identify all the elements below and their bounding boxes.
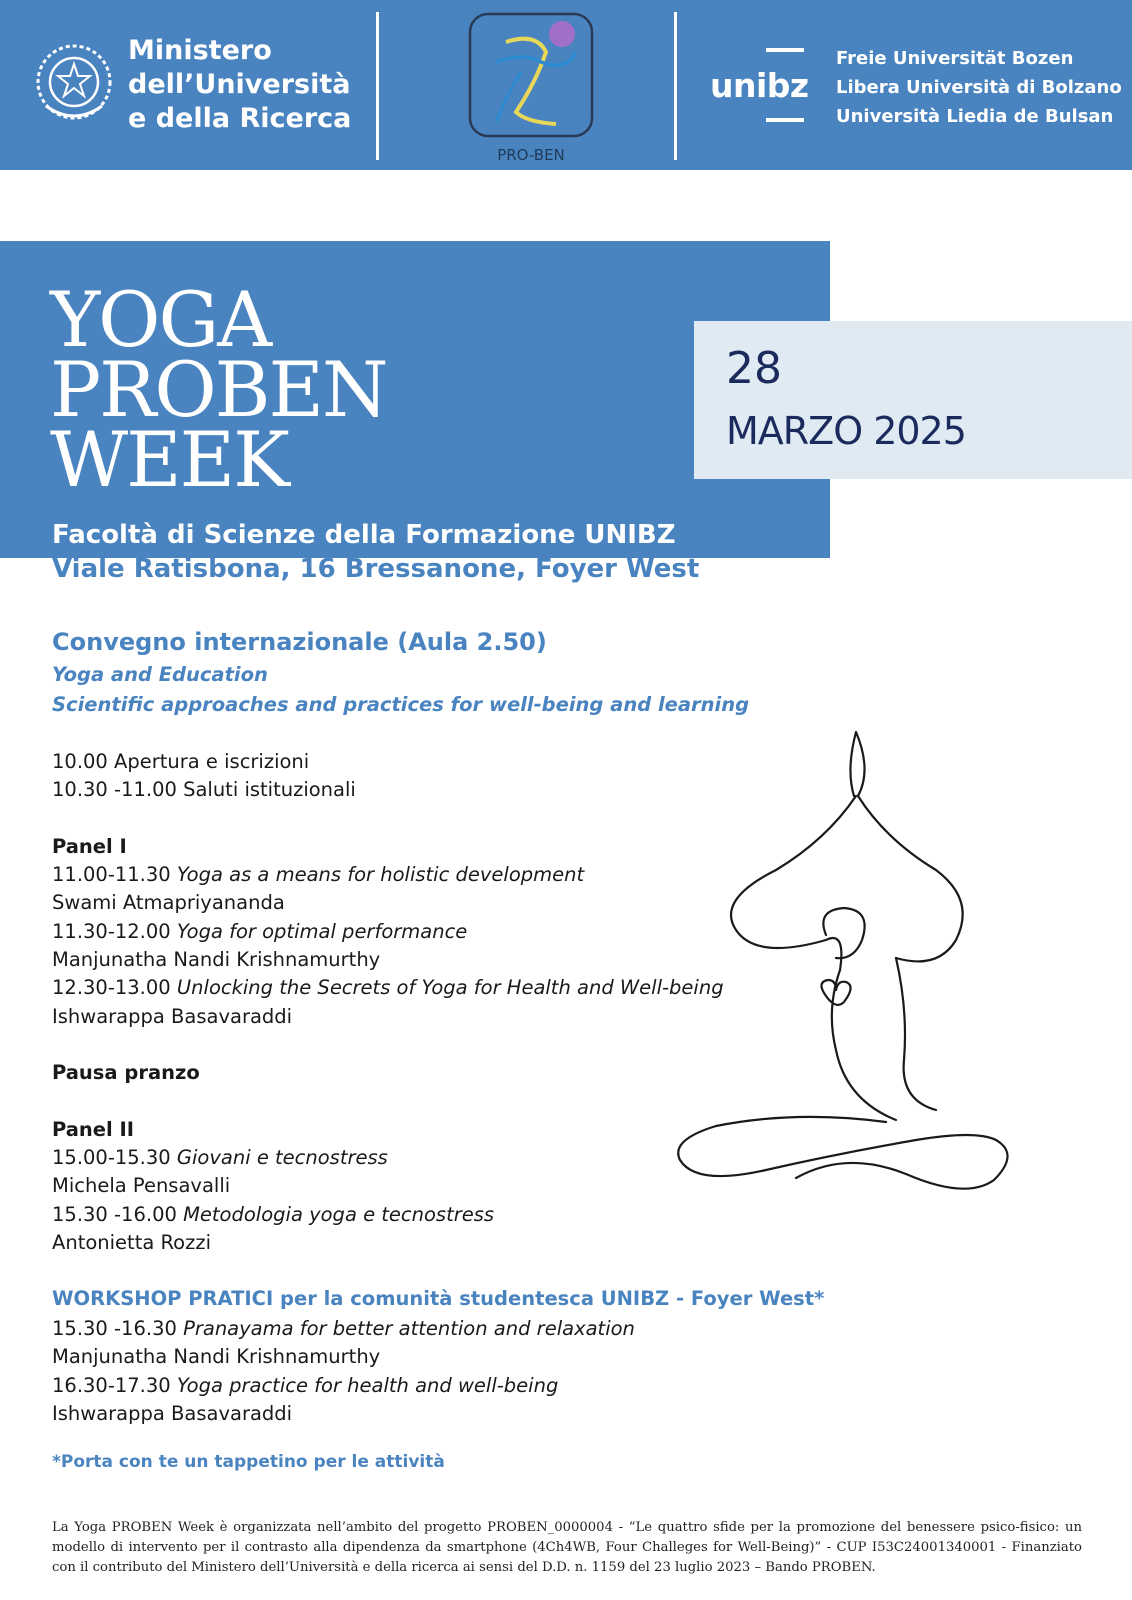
opening-item: 10.00 Apertura e iscrizioni [52,750,310,773]
workshops-list [52,1315,635,1428]
venue-address: Viale Ratisbona, 16 Bressanone, Foyer West [52,554,700,584]
ministero-line-3: e della Ricerca [128,103,352,134]
event-title-line-3: WEEK [50,415,288,504]
spacer [52,1088,772,1116]
talk-time: 11.00-11.30 [52,863,171,887]
talk-title: Metodologia yoga e tecnostress [183,1202,495,1226]
yoga-figure-illustration [676,730,1020,1218]
talk-speaker: Antonietta Rozzi [52,1231,211,1255]
talk-speaker: Ishwarappa Basavaraddi [52,1004,293,1028]
ministero-name [128,34,351,136]
university-name-it: Libera Università di Bolzano [836,77,1122,98]
ministero-line-2: dell’Università [128,69,351,100]
talk-line [52,1201,772,1229]
talk-title: Yoga as a means for holistic development [176,863,585,887]
talk-speaker: Michela Pensavalli [52,1174,231,1198]
workshop-title: Pranayama for better attention and relaxation [183,1317,635,1340]
event-date-month: MARZO 2025 [726,409,966,453]
talk-time: 15.00-15.30 [52,1146,171,1170]
header-divider-right [674,12,677,160]
italian-emblem-icon [32,36,116,128]
talk-title: Giovani e tecnostress [176,1146,388,1170]
panel-1-title: Panel I [52,834,127,858]
talk-line [52,918,772,946]
workshops-title: WORKSHOP PRATICI per la comunità studentesca UNIBZ - Foyer West* [52,1287,825,1310]
talk-title: Unlocking the Secrets of Yoga for Health and Well-being [176,976,724,1000]
workshop-speaker: Ishwarappa Basavaraddi [52,1401,293,1425]
spacer [52,805,772,833]
talk-time: 11.30-12.00 [52,919,171,943]
event-title-line-1: YOGA [50,275,271,364]
ministero-line-1: Ministero [128,35,272,66]
header-divider-left [376,12,379,160]
workshop-line [52,1315,635,1343]
university-names [836,44,1122,131]
panel-2-title: Panel II [52,1117,135,1141]
lunch-break: Pausa pranzo [52,1061,200,1085]
event-date-day: 28 [726,343,782,394]
funding-footnote: La Yoga PROBEN Week è organizzata nell’ambito del progetto PROBEN_0000004 - “Le quattro sfide per la promozione del benessere psico-fisico: un modello di intervento per il contrasto alla dipendenza da smartphone (4Ch4WB, Four Challeges for Well-Being)” - CUP I53C24001340001 - Finanziato con il contributo del Ministero dell’Università e della ricerca ai sensi del D.D. n. 1159 del 23 luglio 2023 – Bando PROBEN. [52,1520,1082,1575]
workshop-time: 15.30 -16.30 [52,1317,177,1340]
workshop-speaker: Manjunatha Nandi Krishnamurthy [52,1345,381,1369]
talk-time: 12.30-13.00 [52,976,171,1000]
programme [52,748,772,1257]
talk-speaker: Manjunatha Nandi Krishnamurthy [52,948,381,972]
unibz-wordmark: unibz [710,66,809,105]
date-box [694,321,1132,479]
mat-note: *Porta con te un tappetino per le attività [52,1452,445,1472]
workshop-time: 16.30-17.30 [52,1373,171,1397]
university-name-de: Freie Universität Bozen [836,48,1074,69]
workshop-line [52,1372,635,1400]
opening-item: 10.30 -11.00 Saluti istituzionali [52,778,356,802]
university-name-lld: Università Liedia de Bulsan [836,106,1114,127]
workshop-title: Yoga practice for health and well-being [176,1373,559,1397]
conference-subtitle-2: Scientific approaches and practices for well-being and learning [52,693,750,716]
spacer [52,1031,772,1059]
talk-line [52,974,772,1002]
talk-speaker: Swami Atmapriyananda [52,891,285,915]
proben-label: PRO-BEN [497,146,565,164]
conference-subtitle-1: Yoga and Education [52,663,268,686]
talk-line [52,861,772,889]
talk-line [52,1144,772,1172]
talk-title: Yoga for optimal performance [176,919,468,943]
event-title-line-2: PROBEN [50,345,387,434]
venue-faculty: Facoltà di Scienze della Formazione UNIBZ [52,520,676,550]
conference-title: Convegno internazionale (Aula 2.50) [52,628,547,656]
header-band [0,0,1132,170]
talk-time: 15.30 -16.00 [52,1202,177,1226]
